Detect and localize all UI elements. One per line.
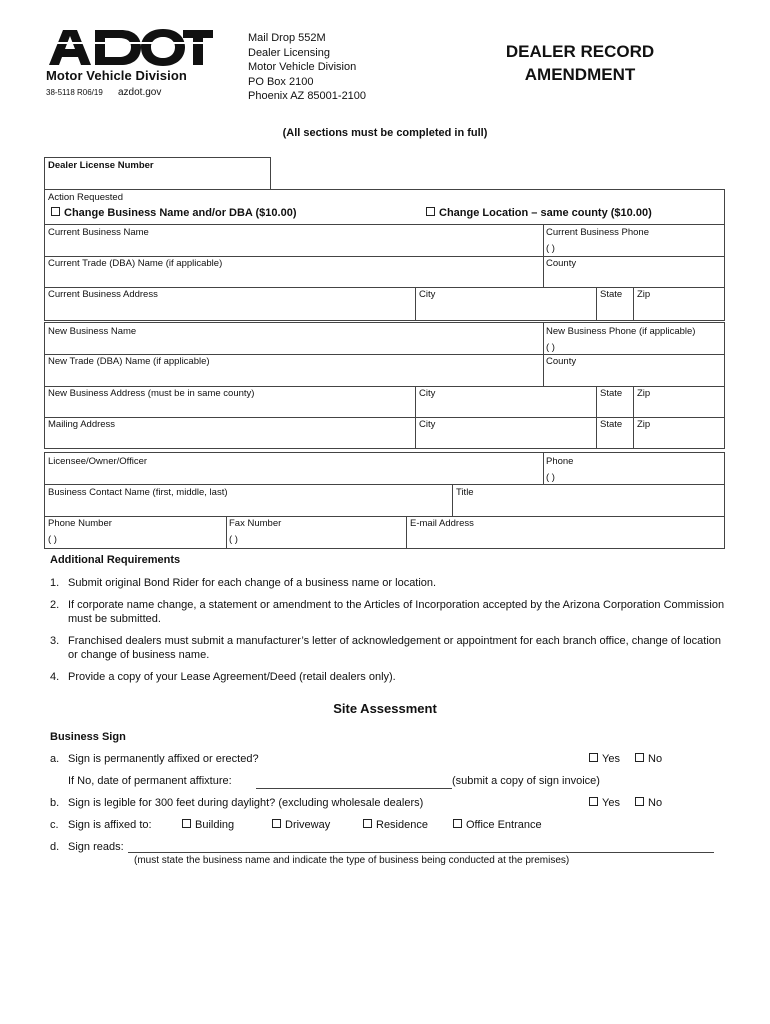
- new-trade-name-label: New Trade (DBA) Name (if applicable): [48, 356, 210, 367]
- item-text: If corporate name change, a statement or amendment to the Articles of Incorporation accepted by the Arizona Corporation Commission must be submitted.: [68, 598, 725, 625]
- no-label: No: [648, 797, 663, 809]
- fax-number-label: Fax Number: [229, 518, 282, 529]
- county-label: County: [546, 356, 577, 367]
- new-business-section: [44, 322, 725, 449]
- question-letter: a.: [50, 753, 60, 765]
- qb-no-option[interactable]: [635, 797, 662, 809]
- current-business-section: [44, 224, 725, 321]
- state-label: State: [600, 289, 623, 300]
- checkbox-icon[interactable]: [589, 797, 598, 806]
- title-line-1: DEALER RECORD: [505, 42, 655, 61]
- phone-area-code[interactable]: ( ): [48, 534, 57, 545]
- form-title: [460, 41, 700, 86]
- item-number: 2.: [50, 598, 60, 611]
- option-location-change[interactable]: [426, 207, 652, 219]
- option-name-change[interactable]: [51, 207, 297, 219]
- current-trade-name-label: Current Trade (DBA) Name (if applicable): [48, 258, 223, 269]
- qb-yes-option[interactable]: [589, 797, 620, 809]
- option-driveway[interactable]: [272, 819, 330, 831]
- address-line: Dealer Licensing: [248, 46, 330, 59]
- checkbox-icon[interactable]: [635, 753, 644, 762]
- list-item: [50, 576, 726, 591]
- item-text: Provide a copy of your Lease Agreement/Deed (retail dealers only).: [68, 670, 396, 683]
- phone-area-code[interactable]: ( ): [546, 243, 555, 254]
- requirements-list: [50, 576, 726, 684]
- address-line: Motor Vehicle Division: [248, 61, 357, 74]
- title-label: Title: [456, 487, 474, 498]
- action-requested-label: Action Requested: [48, 192, 123, 203]
- item-number: 3.: [50, 634, 60, 647]
- checkbox-icon[interactable]: [363, 819, 372, 828]
- question-b-text: Sign is legible for 300 feet during daylight? (excluding wholesale dealers): [68, 797, 424, 809]
- option-label: Building: [195, 819, 235, 831]
- address-line: PO Box 2100: [248, 75, 314, 88]
- state-label: State: [600, 388, 623, 399]
- checkbox-icon[interactable]: [635, 797, 644, 806]
- new-business-phone-label: New Business Phone (if applicable): [546, 326, 696, 337]
- zip-label: Zip: [637, 388, 651, 399]
- option-location-change-label: Change Location – same county ($10.00): [439, 207, 652, 219]
- current-business-address-label: Current Business Address: [48, 289, 158, 300]
- requirements-heading: Additional Requirements: [50, 554, 181, 566]
- yes-label: Yes: [602, 797, 620, 809]
- submit-invoice-note: (submit a copy of sign invoice): [452, 775, 600, 787]
- question-a-text: Sign is permanently affixed or erected?: [68, 753, 259, 765]
- contact-name-label: Business Contact Name (first, middle, last): [48, 487, 228, 498]
- dealer-license-field[interactable]: [44, 157, 271, 190]
- address-line: Phoenix AZ 85001-2100: [248, 90, 367, 103]
- item-text: Franchised dealers must submit a manufacturer’s letter of acknowledgement or appointment for each branch office, change of location or change of business name.: [68, 634, 722, 661]
- item-text: Submit original Bond Rider for each change of a business name or location.: [68, 577, 437, 589]
- new-business-name-label: New Business Name: [48, 326, 137, 337]
- city-label: City: [419, 388, 436, 399]
- sign-reads-line[interactable]: [128, 852, 714, 853]
- option-residence[interactable]: [363, 819, 428, 831]
- checkbox-icon[interactable]: [272, 819, 281, 828]
- list-item: [50, 670, 726, 685]
- email-label: E-mail Address: [410, 518, 474, 529]
- licensee-section: [44, 452, 725, 549]
- option-office-entrance[interactable]: [453, 819, 542, 831]
- division-name: Motor Vehicle Division: [46, 68, 187, 83]
- question-letter: b.: [50, 797, 60, 809]
- option-label: Residence: [376, 819, 428, 831]
- dealer-license-label: Dealer License Number: [48, 160, 154, 171]
- phone-label: Phone: [546, 456, 574, 467]
- county-label: County: [546, 258, 577, 269]
- sign-reads-note: (must state the business name and indicate the type of business being conducted at the premises): [134, 855, 570, 866]
- phone-number-label: Phone Number: [48, 518, 112, 529]
- adot-logo: [45, 28, 213, 66]
- option-building[interactable]: [182, 819, 234, 831]
- address-line: Mail Drop 552M: [248, 32, 326, 44]
- phone-area-code[interactable]: ( ): [546, 342, 555, 353]
- question-letter: c.: [50, 819, 59, 831]
- city-label: City: [419, 419, 436, 430]
- business-sign-heading: Business Sign: [50, 731, 126, 743]
- option-label: Office Entrance: [466, 819, 542, 831]
- list-item: [50, 634, 726, 663]
- qa-yes-option[interactable]: [589, 753, 620, 765]
- yes-label: Yes: [602, 753, 620, 765]
- current-business-name-label: Current Business Name: [48, 227, 149, 238]
- fax-area-code[interactable]: ( ): [229, 534, 238, 545]
- zip-label: Zip: [637, 289, 651, 300]
- item-number: 4.: [50, 670, 60, 683]
- option-label: Driveway: [285, 819, 331, 831]
- phone-area-code[interactable]: ( ): [546, 472, 555, 483]
- mailing-address-block: [248, 31, 366, 104]
- website: azdot.gov: [118, 87, 162, 98]
- question-d-text: Sign reads:: [68, 841, 124, 853]
- mailing-address-label: Mailing Address: [48, 419, 116, 430]
- question-c-text: Sign is affixed to:: [68, 819, 152, 831]
- title-line-2: AMENDMENT: [524, 64, 636, 84]
- checkbox-icon[interactable]: [426, 207, 435, 216]
- new-business-address-label: New Business Address (must be in same county): [48, 388, 255, 399]
- completion-note: (All sections must be completed in full): [282, 127, 488, 139]
- action-requested-section: [44, 189, 725, 225]
- no-label: No: [648, 753, 663, 765]
- state-label: State: [600, 419, 623, 430]
- checkbox-icon[interactable]: [453, 819, 462, 828]
- affixture-date-line[interactable]: [256, 788, 452, 789]
- site-assessment-heading: Site Assessment: [333, 701, 437, 716]
- checkbox-icon[interactable]: [182, 819, 191, 828]
- licensee-label: Licensee/Owner/Officer: [48, 456, 148, 467]
- current-business-phone-label: Current Business Phone: [546, 227, 649, 238]
- affixture-date-label: If No, date of permanent affixture:: [68, 775, 232, 787]
- list-item: [50, 598, 726, 627]
- form-number: 38-5118 R06/19: [46, 88, 103, 97]
- question-letter: d.: [50, 841, 60, 853]
- checkbox-icon[interactable]: [51, 207, 60, 216]
- zip-label: Zip: [637, 419, 651, 430]
- city-label: City: [419, 289, 436, 300]
- qa-no-option[interactable]: [635, 753, 662, 765]
- option-name-change-label: Change Business Name and/or DBA ($10.00): [64, 207, 297, 219]
- checkbox-icon[interactable]: [589, 753, 598, 762]
- item-number: 1.: [50, 577, 60, 589]
